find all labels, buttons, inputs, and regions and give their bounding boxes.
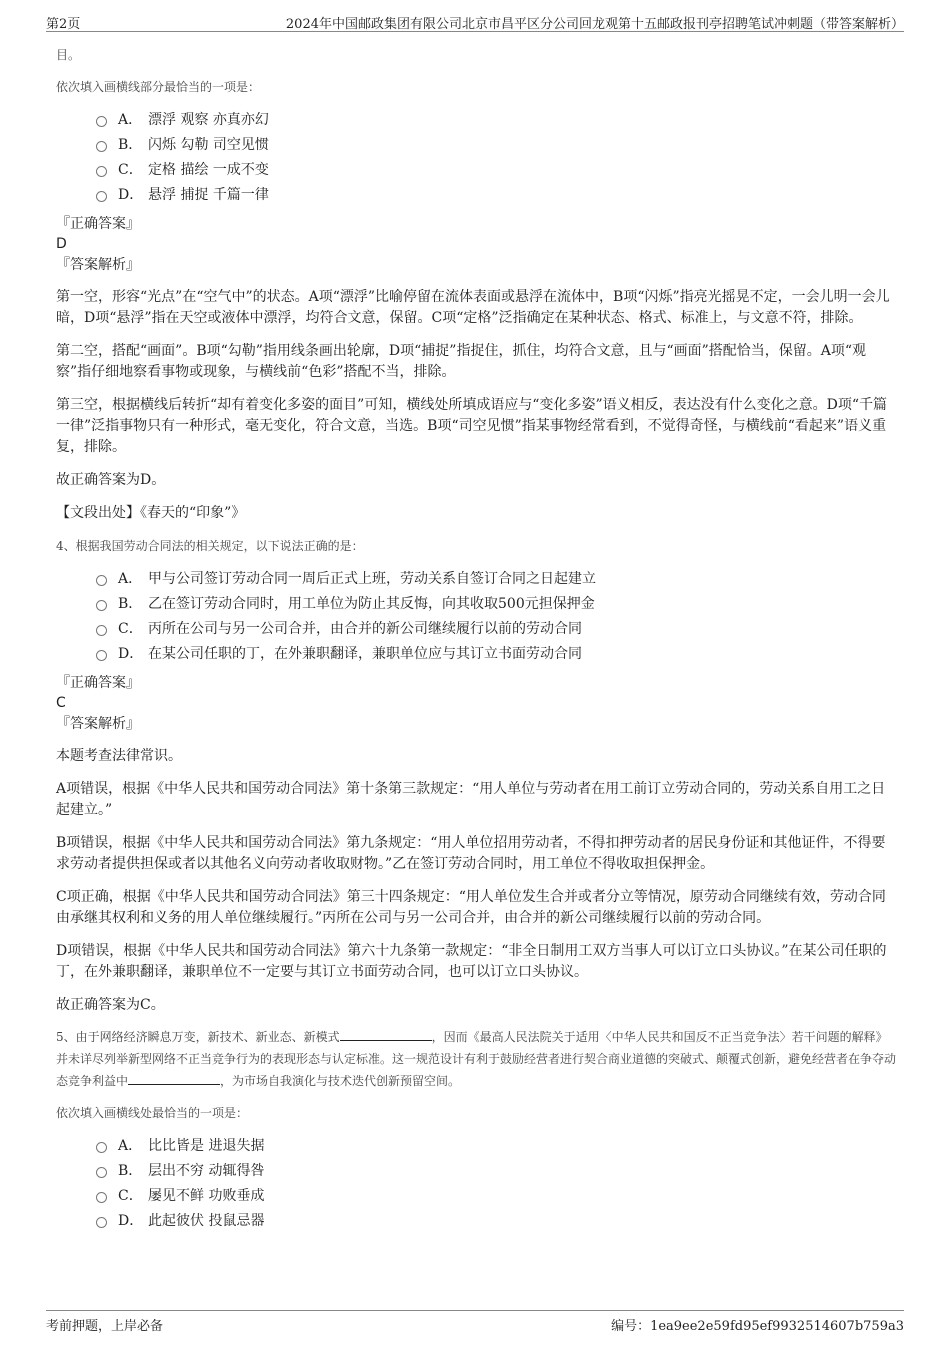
radio-icon[interactable] [96, 575, 107, 586]
radio-icon[interactable] [96, 650, 107, 661]
q3-source: 【文段出处】《春天的“印象”》 [56, 505, 246, 521]
q5-option-a[interactable]: A． 比比皆是 进退失据 [96, 1134, 896, 1159]
q4-analysis-conclusion: 故正确答案为C。 [56, 997, 165, 1013]
q3-analysis-conclusion: 故正确答案为D。 [56, 472, 166, 488]
radio-icon[interactable] [96, 141, 107, 152]
page-number: 第2页 [46, 17, 81, 32]
q5-option-d[interactable]: D． 此起彼伏 投鼠忌器 [96, 1209, 896, 1234]
q3-analysis-p3: 第三空，根据横线后转折“却有着变化多姿的面目”可知，横线处所填成语应与“变化多姿”语义相反，表达没有什么变化之意。D项“千篇一律”泛指事物只有一种形式，毫无变化，符合文意，当选。B项“司空见惯”指某事物经常看到，不觉得奇怪，与横线前“看起来”语义重复，排除。 [56, 397, 888, 455]
q3-option-d[interactable]: D． 悬浮 捕捉 千篇一律 [96, 183, 896, 208]
radio-icon[interactable] [96, 625, 107, 636]
previous-question-tail: 目。 [56, 48, 81, 62]
q4-option-b[interactable]: B． 乙在签订劳动合同时，用工单位为防止其反悔，向其收取500元担保押金 [96, 592, 896, 617]
q3-option-a[interactable]: A． 漂浮 观察 亦真亦幻 [96, 108, 896, 133]
page-footer [46, 1310, 904, 1340]
q4-answer-label: 『正确答案』 [56, 675, 140, 691]
q4-option-d[interactable]: D． 在某公司任职的丁，在外兼职翻译，兼职单位应与其订立书面劳动合同 [96, 642, 896, 667]
q4-analysis-d: D项错误，根据《中华人民共和国劳动合同法》第六十九条第一款规定：“非全日制用工双方当事人可以订立口头协议。”在某公司任职的丁，在外兼职翻译，兼职单位不一定要与其订立书面劳动合同，也可以订立口头协议。 [56, 943, 887, 980]
q3-option-b[interactable]: B． 闪烁 勾勒 司空见惯 [96, 133, 896, 158]
q4-option-c[interactable]: C． 丙所在公司与另一公司合并，由合并的新公司继续履行以前的劳动合同 [96, 617, 896, 642]
q3-options [96, 108, 896, 208]
document-id: 编号：1ea9ee2e59fd95ef9932514607b759a3 [611, 1319, 904, 1334]
q3-answer: D [56, 236, 67, 252]
q5-blank-2 [128, 1073, 220, 1085]
q4-analysis-intro: 本题考查法律常识。 [56, 748, 182, 764]
radio-icon[interactable] [96, 1217, 107, 1228]
q5-stem: 5、由于网络经济瞬息万变，新技术、新业态、新模式 ，因而《最高人民法院关于适用〈中华人民共和国反不正当竞争法〉若干问题的解释》并未详尽列举新型网络不正当竞争行为的表现形态与认定标准。这一规范设计有利于鼓励经营者进行契合商业道德的突破式、颠覆式创新，避免经营者在争夺动态竞争利益中 ，为市场自我演化与技术迭代创新预留空间。 [56, 1030, 897, 1088]
q4-option-a[interactable]: A． 甲与公司签订劳动合同一周后正式上班，劳动关系自签订合同之日起建立 [96, 567, 896, 592]
q4-analysis-c: C项正确，根据《中华人民共和国劳动合同法》第三十四条规定：“用人单位发生合并或者分立等情况，原劳动合同继续有效，劳动合同由承继其权利和义务的用人单位继续履行。”丙所在公司与另一公司合并，由合并的新公司继续履行以前的劳动合同。 [56, 889, 886, 926]
q5-blank-1 [340, 1029, 432, 1041]
q4-options [96, 567, 896, 667]
q5-options [96, 1134, 896, 1234]
radio-icon[interactable] [96, 191, 107, 202]
q4-answer: C [56, 695, 66, 711]
q3-analysis-p1: 第一空，形容“光点”在“空气中”的状态。A项“漂浮”比喻停留在流体表面或悬浮在流体中，B项“闪烁”指亮光摇晃不定，一会儿明一会儿暗，D项“悬浮”指在天空或液体中漂浮，均符合文意，保留。C项“定格”泛指确定在某种状态、格式、标准上，与文意不符，排除。 [56, 289, 890, 326]
radio-icon[interactable] [96, 1167, 107, 1178]
q5-option-b[interactable]: B． 层出不穷 动辄得咎 [96, 1159, 896, 1184]
q3-prompt: 依次填入画横线部分最恰当的一项是： [56, 80, 261, 94]
q5-option-c[interactable]: C． 屡见不鲜 功败垂成 [96, 1184, 896, 1209]
footer-slogan: 考前押题，上岸必备 [46, 1319, 164, 1334]
q3-option-c[interactable]: C． 定格 描绘 一成不变 [96, 158, 896, 183]
q4-stem: 4、根据我国劳动合同法的相关规定，以下说法正确的是： [56, 539, 364, 553]
q3-analysis-label: 『答案解析』 [56, 257, 140, 273]
radio-icon[interactable] [96, 166, 107, 177]
radio-icon[interactable] [96, 600, 107, 611]
q5-prompt: 依次填入画横线处最恰当的一项是： [56, 1106, 249, 1120]
q3-analysis-p2: 第二空，搭配“画面”。B项“勾勒”指用线条画出轮廓，D项“捕捉”指捉住，抓住，均符合文意，且与“画面”搭配恰当，保留。A项“观察”指仔细地察看事物或现象，与横线前“色彩”搭配不当，排除。 [56, 343, 867, 380]
radio-icon[interactable] [96, 1142, 107, 1153]
radio-icon[interactable] [96, 1192, 107, 1203]
q3-answer-label: 『正确答案』 [56, 216, 140, 232]
page-header [46, 10, 904, 32]
q4-analysis-b: B项错误，根据《中华人民共和国劳动合同法》第九条规定：“用人单位招用劳动者，不得扣押劳动者的居民身份证和其他证件，不得要求劳动者提供担保或者以其他名义向劳动者收取财物。”乙在签订劳动合同时，用工单位不得收取担保押金。 [56, 835, 886, 872]
document-title: 2024年中国邮政集团有限公司北京市昌平区分公司回龙观第十五邮政报刊亭招聘笔试冲刺题（带答案解析） [285, 17, 904, 32]
radio-icon[interactable] [96, 116, 107, 127]
page-content [56, 44, 896, 1234]
q4-analysis-label: 『答案解析』 [56, 716, 140, 732]
q4-analysis-a: A项错误，根据《中华人民共和国劳动合同法》第十条第三款规定：“用人单位与劳动者在用工前订立劳动合同的，劳动关系自用工之日起建立。” [56, 781, 886, 818]
